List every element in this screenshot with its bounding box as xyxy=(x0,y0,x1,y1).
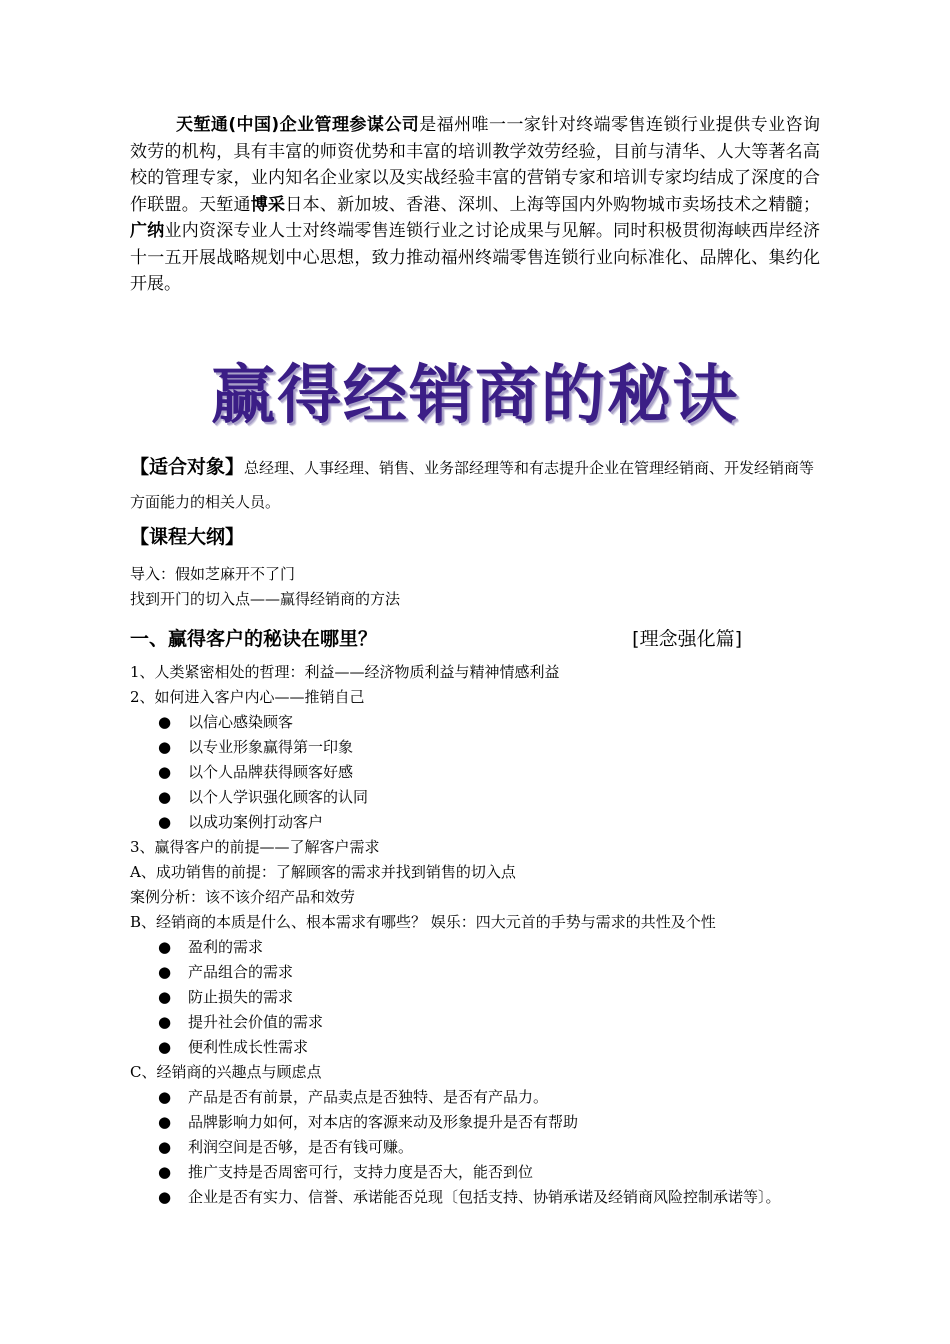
outline-list xyxy=(130,660,820,1210)
audience-text: 总经理、人事经理、销售、业务部经理等和有志提升企业在管理经销商、开发经销商等方面能力的相关人员。 xyxy=(130,459,815,511)
bullet-item xyxy=(130,1135,820,1160)
audience-paragraph xyxy=(130,450,820,519)
outline-heading: 【课程大纲】 xyxy=(130,526,245,548)
intro-word-bocai: 博采 xyxy=(250,194,286,215)
bullet-text: 以成功案例打动客户 xyxy=(188,813,324,831)
list-item: 3、赢得客户的前提——了解客户需求 xyxy=(130,838,380,856)
list-item: B、经销商的本质是什么、根本需求有哪些？ 娱乐：四大元首的手势与需求的共性及个性 xyxy=(130,913,716,931)
bullet-icon: ● xyxy=(158,813,172,831)
list-item: 1、人类紧密相处的哲理：利益——经济物质利益与精神情感利益 xyxy=(130,663,560,681)
bullet-icon: ● xyxy=(158,1138,172,1156)
section-tag: [理念强化篇] xyxy=(632,628,742,650)
bullet-item xyxy=(130,1110,820,1135)
bullet-text: 便利性成长性需求 xyxy=(188,1038,309,1056)
bullet-icon: ● xyxy=(158,788,172,806)
bullet-item xyxy=(130,1085,820,1110)
bullet-icon: ● xyxy=(158,1163,172,1181)
bullet-text: 防止损失的需求 xyxy=(188,988,294,1006)
intro-line-2: 找到开门的切入点——赢得经销商的方法 xyxy=(130,590,401,608)
bullet-icon: ● xyxy=(158,713,172,731)
bullet-icon: ● xyxy=(158,938,172,956)
bullet-item xyxy=(130,735,820,760)
section-heading xyxy=(130,624,742,651)
audience-heading: 【适合对象】 xyxy=(130,456,245,478)
list-item: 案例分析：该不该介绍产品和效劳 xyxy=(130,888,356,906)
section-title: 一、赢得客户的秘诀在哪里？ xyxy=(130,628,378,650)
bullet-text: 以信心感染顾客 xyxy=(188,713,294,731)
bullet-text: 以个人学识强化顾客的认同 xyxy=(188,788,369,806)
list-item: C、经销商的兴趣点与顾虑点 xyxy=(130,1063,322,1081)
bullet-icon: ● xyxy=(158,988,172,1006)
bullet-icon: ● xyxy=(158,763,172,781)
bullet-item xyxy=(130,1185,820,1210)
bullet-item xyxy=(130,960,820,985)
list-item: 2、如何进入客户内心——推销自己 xyxy=(130,688,365,706)
bullet-text: 以个人品牌获得顾客好感 xyxy=(188,763,354,781)
bullet-text: 提升社会价值的需求 xyxy=(188,1013,324,1031)
bullet-text: 推广支持是否周密可行，支持力度是否大，能否到位 xyxy=(188,1163,534,1181)
bullet-text: 以专业形象赢得第一印象 xyxy=(188,738,354,756)
bullet-item xyxy=(130,785,820,810)
intro-line-1: 导入：假如芝麻开不了门 xyxy=(130,565,296,583)
bullet-item xyxy=(130,810,820,835)
bullet-text: 利润空间是否够，是否有钱可赚。 xyxy=(188,1138,414,1156)
intro-text-2: 日本、新加坡、香港、深圳、上海等国内外购物城市卖场技术之精髓； xyxy=(285,194,821,215)
bullet-text: 产品组合的需求 xyxy=(188,963,294,981)
bullet-item xyxy=(130,985,820,1010)
bullet-icon: ● xyxy=(158,1188,172,1206)
bullet-item xyxy=(130,1160,820,1185)
bullet-text: 产品是否有前景，产品卖点是否独特、是否有产品力。 xyxy=(188,1088,549,1106)
intro-word-guangna: 广纳 xyxy=(130,221,165,241)
bullet-item xyxy=(130,760,820,785)
bullet-icon: ● xyxy=(158,1013,172,1031)
bullet-item xyxy=(130,935,820,960)
bullet-text: 盈利的需求 xyxy=(188,938,264,956)
document-title: 赢得经销商的秘诀 xyxy=(211,359,739,433)
bullet-icon: ● xyxy=(158,1038,172,1056)
intro-paragraph xyxy=(130,112,820,298)
bullet-item xyxy=(130,1010,820,1035)
bullet-text: 品牌影响力如何，对本店的客源来动及形象提升是否有帮助 xyxy=(188,1113,579,1131)
company-name: 天堑通(中国)企业管理参谋公司 xyxy=(176,115,420,135)
bullet-icon: ● xyxy=(158,963,172,981)
bullet-item xyxy=(130,1035,820,1060)
intro-text-1: 是福州唯一一家针对终端零售连锁行业提供专业咨询效劳的机构，具有丰富的师资优势和丰富的培训教学效劳经验，目前与清华、人大等著名高校的管理专家，业内知名企业家以及实战经验丰富的营销专家和培训专家均结成了深度的合作联盟。天堑通 xyxy=(130,115,821,215)
bullet-item xyxy=(130,710,820,735)
list-item: A、成功销售的前提：了解顾客的需求并找到销售的切入点 xyxy=(130,863,516,881)
bullet-icon: ● xyxy=(158,1088,172,1106)
bullet-text: 企业是否有实力、信誉、承诺能否兑现〔包括支持、协销承诺及经销商风险控制承诺等〕。 xyxy=(188,1188,781,1206)
intro-text-3: 业内资深专业人士对终端零售连锁行业之讨论成果与见解。同时积极贯彻海峡西岸经济十一五开展战略规划中心思想，致力推动福州终端零售连锁行业向标准化、品牌化、集约化开展。 xyxy=(130,221,821,294)
bullet-icon: ● xyxy=(158,1113,172,1131)
bullet-icon: ● xyxy=(158,738,172,756)
document-page xyxy=(130,112,821,1206)
